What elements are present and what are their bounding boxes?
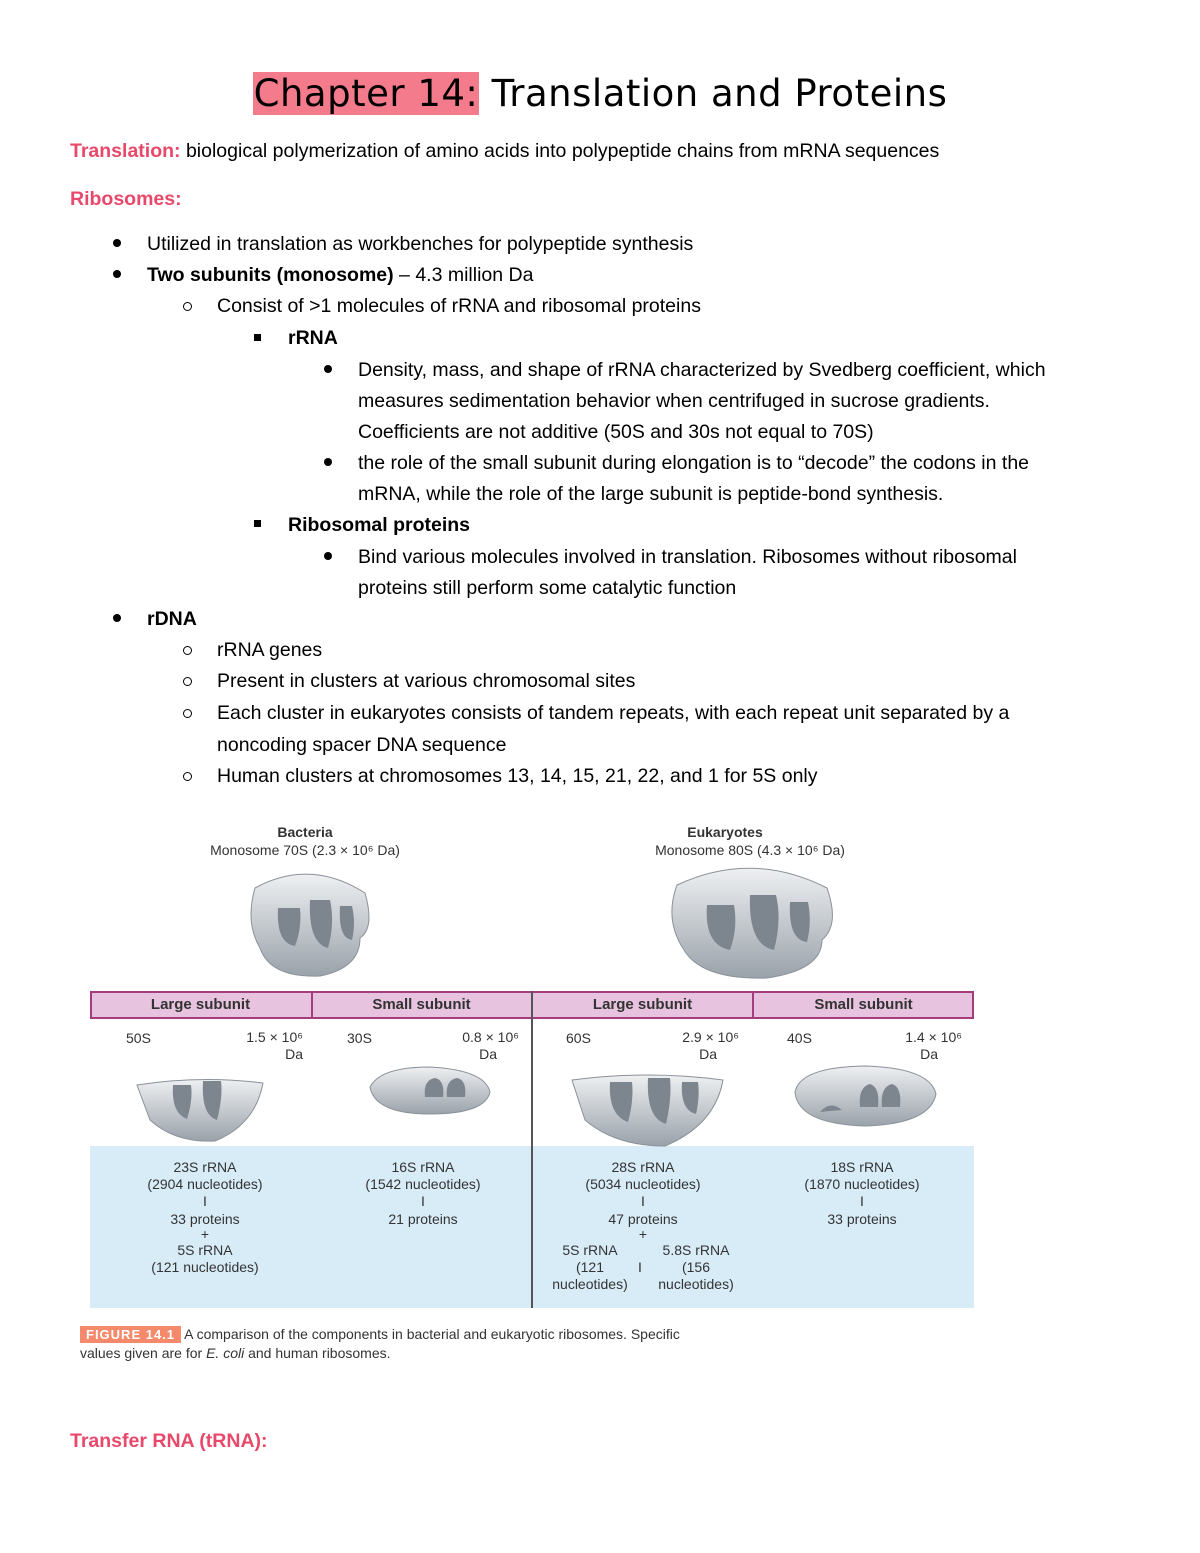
bullet-disc <box>324 552 332 560</box>
trna-heading: Transfer RNA (tRNA): <box>70 1430 268 1452</box>
large-subunit-50s-illustration <box>135 1075 265 1145</box>
bullet-text: noncoding spacer DNA sequence <box>217 734 507 756</box>
ribosomes-heading: Ribosomes: <box>70 188 182 210</box>
subunit-mass: 1.4 × 10⁶ <box>905 1029 962 1045</box>
protein-count: 33 proteins <box>170 1211 240 1227</box>
subunit-mass: 1.5 × 10⁶ <box>246 1029 303 1045</box>
connector: I <box>860 1193 864 1209</box>
figure-divider <box>531 991 533 1308</box>
header-large-subunit: Large subunit <box>592 996 693 1013</box>
rrna-5s-length-unit: nucleotides) <box>552 1276 628 1292</box>
subunit-mass-unit: Da <box>699 1046 717 1062</box>
translation-definition <box>70 139 939 163</box>
caption-line-2a: values given are for <box>80 1345 207 1361</box>
eukaryotes-monosome-illustration <box>662 860 842 985</box>
subunit-mass: 0.8 × 10⁶ <box>462 1029 519 1045</box>
translation-text: biological polymerization of amino acids into polypeptide chains from mRNA sequences <box>180 140 940 162</box>
small-subunit-40s-illustration <box>790 1062 940 1132</box>
subunit-mass-unit: Da <box>479 1046 497 1062</box>
bullet-square <box>254 334 261 341</box>
rrna-28s: 28S rRNA <box>611 1159 675 1175</box>
header-small-subunit: Small subunit <box>372 996 471 1013</box>
bullet-circle <box>183 709 192 718</box>
bullet-circle <box>183 646 192 655</box>
rrna-5s-length: (121 <box>575 1259 605 1275</box>
bullet-text: Coefficients are not additive (50S and 30s not equal to 70S) <box>358 421 874 443</box>
rrna-16s: 16S rRNA <box>391 1159 455 1175</box>
bullet-square <box>254 520 261 527</box>
eukaryotes-monosome: Monosome 80S (4.3 × 10⁶ Da) <box>655 842 845 858</box>
bullet-circle <box>183 772 192 781</box>
protein-count: 33 proteins <box>827 1211 897 1227</box>
subunit-s-value: 60S <box>566 1030 591 1046</box>
bullet-text: Present in clusters at various chromosomal sites <box>217 670 636 692</box>
header-small-subunit: Small subunit <box>814 996 913 1013</box>
figure-tag: FIGURE 14.1 <box>80 1326 181 1343</box>
ribosomal-proteins-heading: Ribosomal proteins <box>288 514 471 536</box>
figure-caption <box>80 1325 680 1363</box>
bullet-text: measures sedimentation behavior when centrifuged in sucrose gradients. <box>358 390 990 412</box>
subunit-mass: 2.9 × 10⁶ <box>682 1029 739 1045</box>
connector: I <box>421 1193 425 1209</box>
page-title <box>0 70 1200 118</box>
rrna-5-8s-length-unit: nucleotides) <box>658 1276 734 1292</box>
rrna-5s: 5S rRNA <box>177 1242 233 1258</box>
two-subunits-mass: – 4.3 million Da <box>393 264 534 286</box>
connector: I <box>641 1193 645 1209</box>
protein-count: 47 proteins <box>608 1211 678 1227</box>
rrna-28s-length: (5034 nucleotides) <box>585 1176 701 1192</box>
bullet-text <box>147 263 533 287</box>
bacteria-monosome-illustration <box>240 868 380 983</box>
rrna-18s: 18S rRNA <box>830 1159 894 1175</box>
rrna-5s: 5S rRNA <box>562 1242 618 1258</box>
two-subunits-label: Two subunits (monosome) <box>147 264 394 286</box>
rrna-5-8s: 5.8S rRNA <box>662 1242 730 1258</box>
bacteria-monosome: Monosome 70S (2.3 × 10⁶ Da) <box>210 842 400 858</box>
rrna-18s-length: (1870 nucleotides) <box>804 1176 920 1192</box>
bullet-text: the role of the small subunit during elongation is to “decode” the codons in the <box>358 452 1030 474</box>
bullet-circle <box>183 302 192 311</box>
caption-line-1: A comparison of the components in bacterial and eukaryotic ribosomes. Specific <box>181 1326 680 1342</box>
subunit-s-value: 40S <box>787 1030 812 1046</box>
caption-line-2c: and human ribosomes. <box>244 1345 391 1361</box>
rrna-16s-length: (1542 nucleotides) <box>365 1176 481 1192</box>
rdna-heading: rDNA <box>147 608 197 630</box>
rrna-23s: 23S rRNA <box>173 1159 237 1175</box>
rrna-heading: rRNA <box>288 327 338 349</box>
bullet-disc <box>113 270 121 278</box>
title-chapter-highlight: Chapter 14: <box>253 72 479 115</box>
rrna-5s-length: (121 nucleotides) <box>151 1259 259 1275</box>
bullet-text: mRNA, while the role of the large subunit is peptide-bond synthesis. <box>358 483 944 505</box>
bullet-disc <box>324 458 332 466</box>
subunit-mass-unit: Da <box>285 1046 303 1062</box>
small-subunit-30s-illustration <box>365 1062 495 1122</box>
subunit-s-value: 30S <box>347 1030 372 1046</box>
bullet-text: Consist of >1 molecules of rRNA and ribosomal proteins <box>217 295 701 317</box>
subunit-s-value: 50S <box>126 1030 151 1046</box>
connector: I <box>203 1193 207 1209</box>
eukaryotes-title: Eukaryotes <box>687 824 763 840</box>
bullet-disc <box>113 239 121 247</box>
bullet-text: rRNA genes <box>217 639 323 661</box>
protein-count: 21 proteins <box>388 1211 458 1227</box>
header-large-subunit: Large subunit <box>150 996 251 1013</box>
bullet-text: Bind various molecules involved in translation. Ribosomes without ribosomal <box>358 546 1017 568</box>
bacteria-title: Bacteria <box>277 824 333 840</box>
bullet-disc <box>324 365 332 373</box>
translation-label: Translation: <box>70 140 181 162</box>
title-text: Translation and Proteins <box>479 72 948 115</box>
bullet-text: Each cluster in eukaryotes consists of tandem repeats, with each repeat unit separated by a <box>217 702 1010 724</box>
rrna-23s-length: (2904 nucleotides) <box>147 1176 263 1192</box>
subunit-mass-unit: Da <box>920 1046 938 1062</box>
bullet-disc <box>113 614 121 622</box>
bullet-text: Utilized in translation as workbenches for polypeptide synthesis <box>147 233 694 255</box>
caption-organism: E. coli <box>206 1345 245 1361</box>
large-subunit-60s-illustration <box>570 1070 725 1150</box>
connector: I <box>638 1259 642 1275</box>
bullet-text: Human clusters at chromosomes 13, 14, 15, 21, 22, and 1 for 5S only <box>217 765 818 787</box>
bullet-circle <box>183 677 192 686</box>
bullet-text: Density, mass, and shape of rRNA characterized by Svedberg coefficient, which <box>358 359 1046 381</box>
figure-14-1 <box>80 820 976 1365</box>
plus-sign: + <box>200 1226 210 1242</box>
rrna-5-8s-length: (156 <box>681 1259 711 1275</box>
bullet-text: proteins still perform some catalytic function <box>358 577 737 599</box>
plus-sign: + <box>638 1226 648 1242</box>
